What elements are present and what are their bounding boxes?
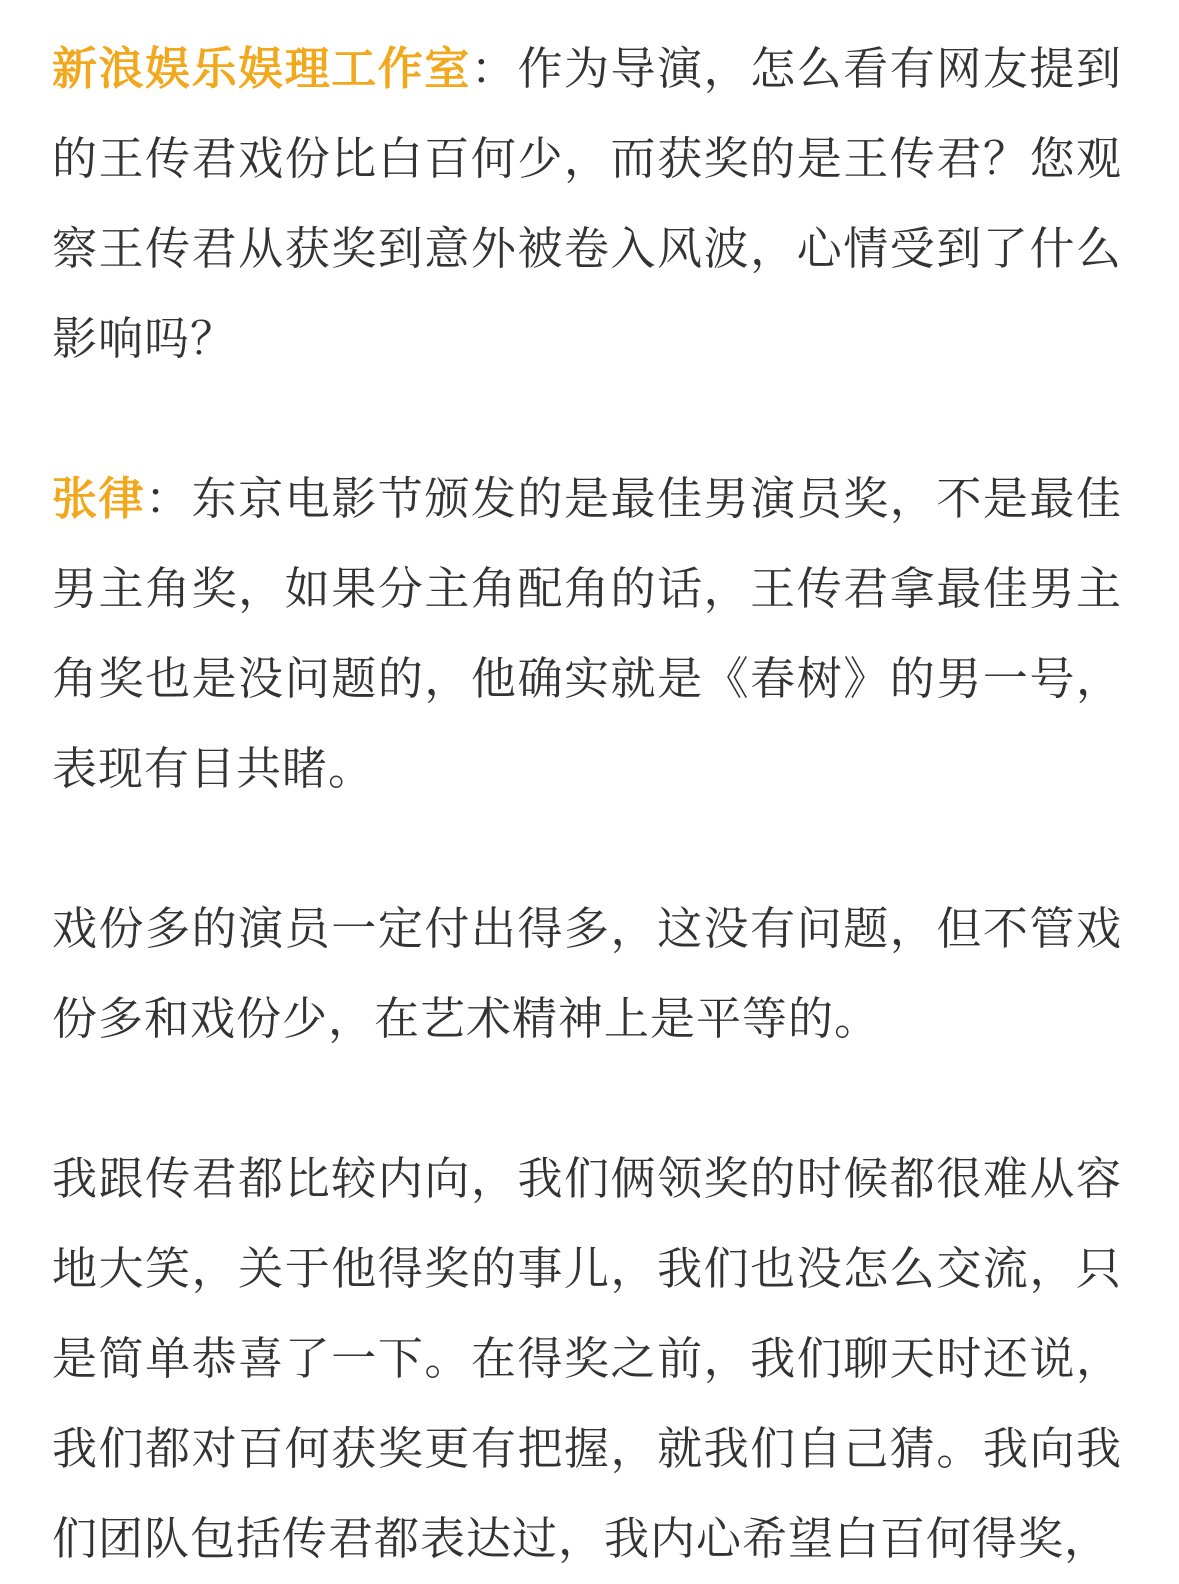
speaker-colon: ： [145,472,192,525]
answer-text: 东京电影节颁发的是最佳男演员奖，不是最佳男主角奖，如果分主角配角的话，王传君拿最佳男主角奖也是没问题的，他确实就是《春树》的男一号，表现有目共睹。 [52,472,1122,795]
article-body [52,24,1122,1584]
interview-answer-paragraph [52,454,1122,814]
question-text: 作为导演，怎么看有网友提到的王传君戏份比白百何少，而获奖的是王传君？您观察王传君从获奖到意外被卷入风波，心情受到了什么影响吗？ [52,42,1122,365]
answer-continuation-paragraph [52,1134,1122,1584]
speaker-colon: ： [470,42,518,95]
speaker-name-director: 张律 [52,472,146,525]
answer-continuation-paragraph [52,884,1122,1064]
speaker-name-interviewer: 新浪娱乐娱理工作室 [52,42,471,95]
paragraph-text: 我跟传君都比较内向，我们俩领奖的时候都很难从容地大笑，关于他得奖的事儿，我们也没怎么交流，只是简单恭喜了一下。在得奖之前，我们聊天时还说，我们都对百何获奖更有把握，就我们自己猜。我向我们团队包括传君都表达过，我内心希望白百何得奖， [52,1152,1122,1565]
interview-question-paragraph [52,24,1122,384]
paragraph-text: 戏份多的演员一定付出得多，这没有问题，但不管戏份多和戏份少，在艺术精神上是平等的。 [52,902,1122,1045]
